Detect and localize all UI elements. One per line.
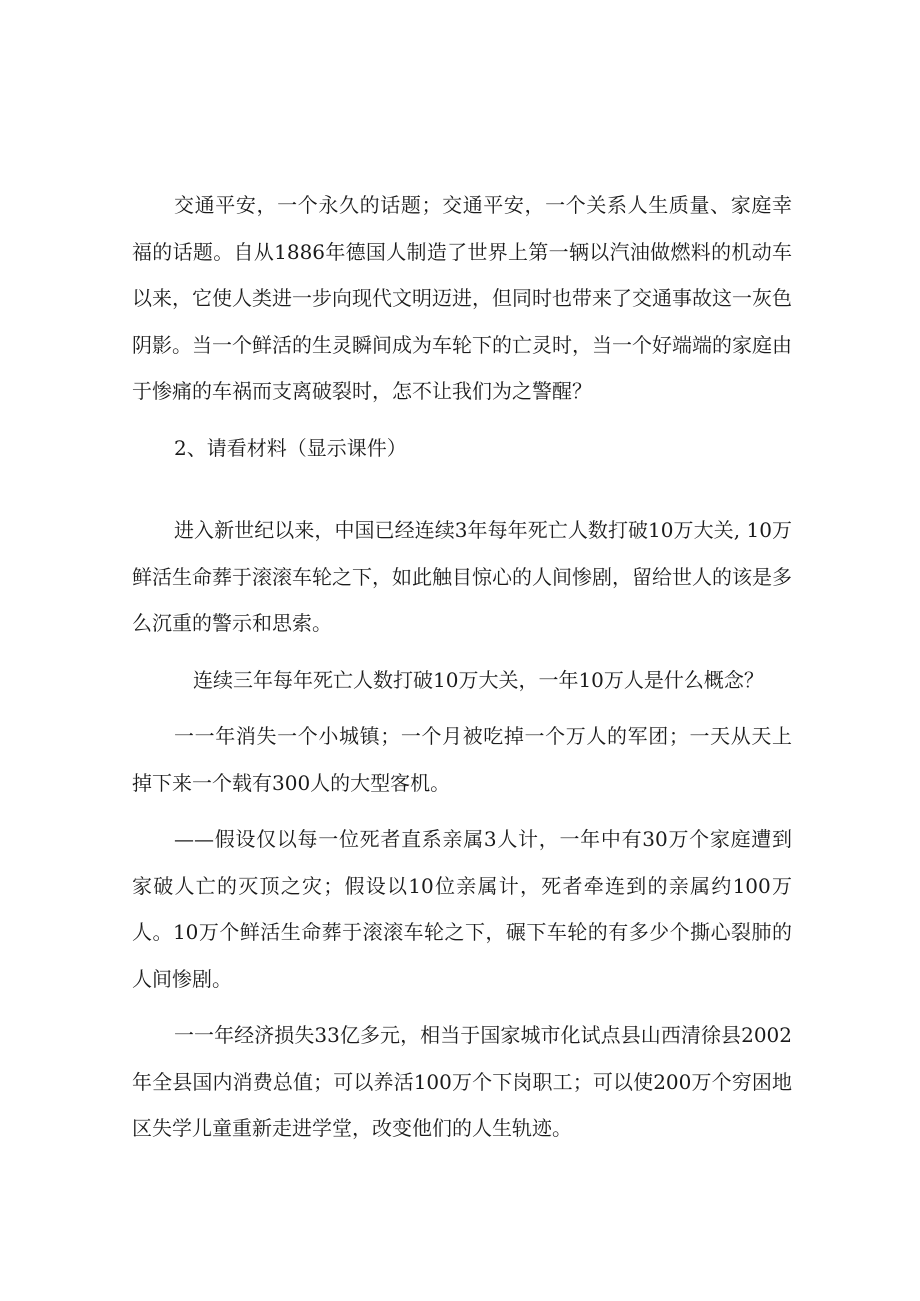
paragraph-comparison-families: ——假设仅以每一位死者直系亲属3人计，一年中有30万个家庭遭到家破人亡的灭顶之灾；假设以10位亲属计，死者牵连到的亲属约100万人。10万个鲜活生命葬于滚滚车轮之下，碾下车轮的有多少个撕心裂肺的人间惨剧。 [132, 827, 792, 991]
paragraph-traffic-safety-intro: 交通平安，一个永久的话题；交通平安，一个关系人生质量、家庭幸福的话题。自从1886年德国人制造了世界上第一辆以汽油做燃料的机动车以来，它使人类进一步向现代文明迈进，但同时也带来了交通事故这一灰色阴影。当一个鲜活的生灵瞬间成为车轮下的亡灵时，当一个好端端的家庭由于惨痛的车祸而支离破裂时，怎不让我们为之警醒？ [132, 193, 792, 403]
paragraph-question: 连续三年每年死亡人数打破10万大关，一年10万人是什么概念？ [193, 667, 764, 692]
paragraph-new-century-statistics: 进入新世纪以来，中国已经连续3年每年死亡人数打破10万大关, 10万鲜活生命葬于滚滚车轮之下，如此触目惊心的人间惨剧，留给世人的该是多么沉重的警示和思索。 [132, 518, 792, 635]
paragraph-section-heading: 2、请看材料（显示课件） [174, 435, 407, 460]
paragraph-economic-loss: 一一年经济损失33亿多元，相当于国家城市化试点县山西清徐县2002年全县国内消费总值；可以养活100万个下岗职工；可以使200万个穷困地区失学儿童重新走进学堂，改变他们的人生轨迹。 [132, 1023, 792, 1140]
document-page [132, 182, 792, 1152]
paragraph-comparison-town: 一一年消失一个小城镇；一个月被吃掉一个万人的军团；一天从天上掉下来一个载有300人的大型客机。 [132, 724, 792, 795]
